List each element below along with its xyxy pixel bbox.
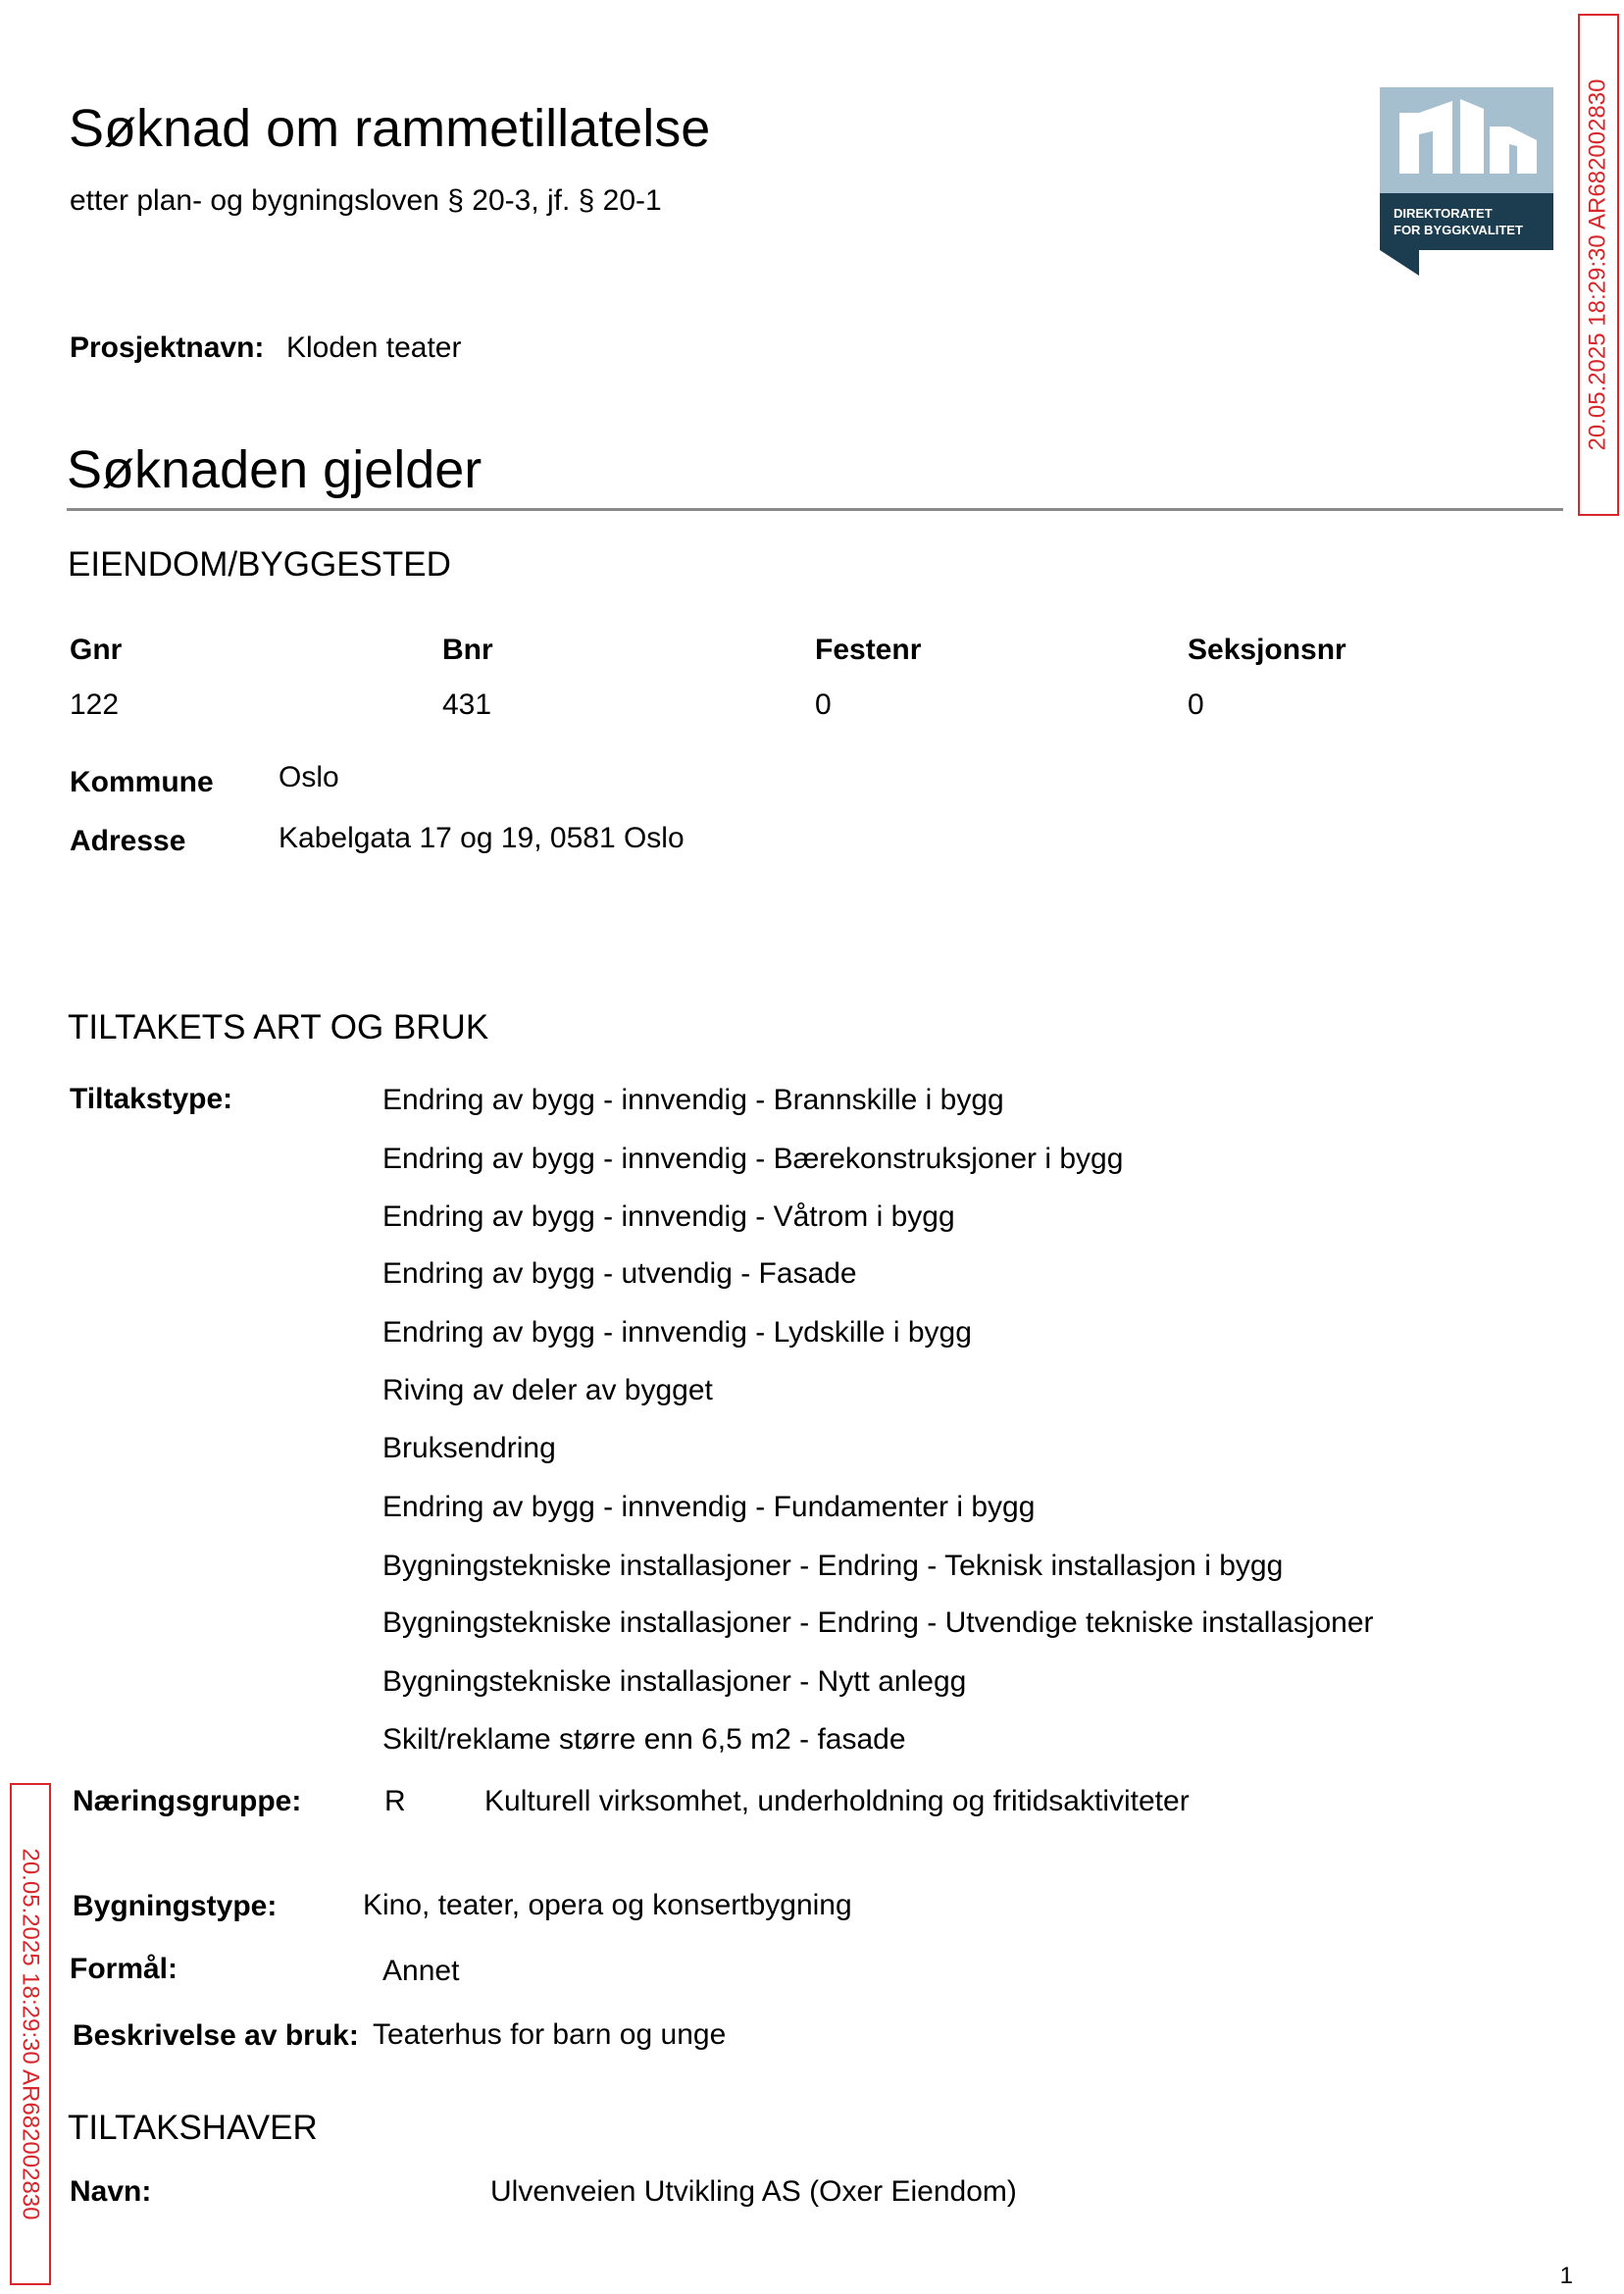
property-heading: EIENDOM/BYGGESTED: [68, 545, 451, 584]
seksjonsnr-value: 0: [1188, 688, 1204, 721]
page-number: 1: [1559, 2263, 1573, 2289]
navn-label: Navn:: [70, 2175, 152, 2208]
kommune-value: Oslo: [279, 761, 339, 793]
tiltakshaver-heading: TILTAKSHAVER: [68, 2109, 318, 2147]
dibk-logo-icon: [1380, 87, 1553, 276]
tiltakstype-item: Endring av bygg - utvendig - Fasade: [382, 1257, 857, 1290]
adresse-label: Adresse: [70, 825, 186, 857]
project-name-value: Kloden teater: [286, 331, 462, 364]
gnr-value: 122: [70, 688, 120, 721]
beskrivelse-label: Beskrivelse av bruk:: [73, 2019, 359, 2052]
tiltakstype-item: Bygningstekniske installasjoner - Endring - Utvendige tekniske installasjoner: [382, 1606, 1374, 1639]
tiltakstype-item: Bygningstekniske installasjoner - Nytt anlegg: [382, 1665, 967, 1698]
tiltakstype-item: Bruksendring: [382, 1432, 556, 1464]
tiltakstype-item: Endring av bygg - innvendig - Brannskille i bygg: [382, 1084, 1004, 1116]
tiltakstype-item: Skilt/reklame større enn 6,5 m2 - fasade: [382, 1723, 906, 1756]
dibk-logo: [1380, 87, 1553, 276]
kommune-label: Kommune: [70, 766, 214, 798]
timestamp-stamp-bottom: 20.05.2025 18:29:30 AR682002830: [10, 1783, 51, 2285]
document-title: Søknad om rammetillatelse: [69, 99, 711, 158]
naeringsgruppe-code: R: [384, 1785, 406, 1817]
gnr-label: Gnr: [70, 634, 123, 666]
formal-value: Annet: [382, 1955, 460, 1987]
naeringsgruppe-label: Næringsgruppe:: [73, 1785, 302, 1817]
bnr-label: Bnr: [442, 634, 493, 666]
tiltakstype-item: Riving av deler av bygget: [382, 1374, 713, 1406]
tiltak-heading: TILTAKETS ART OG BRUK: [68, 1008, 489, 1046]
bygningstype-value: Kino, teater, opera og konsertbygning: [363, 1889, 852, 1921]
naeringsgruppe-value: Kulturell virksomhet, underholdning og fritidsaktiviteter: [484, 1785, 1190, 1817]
tiltakstype-item: Endring av bygg - innvendig - Våtrom i bygg: [382, 1200, 955, 1233]
tiltakstype-item: Endring av bygg - innvendig - Lydskille i bygg: [382, 1316, 972, 1349]
festenr-value: 0: [815, 688, 832, 721]
tiltakstype-item: Bygningstekniske installasjoner - Endring - Teknisk installasjon i bygg: [382, 1550, 1284, 1582]
timestamp-stamp-top: 20.05.2025 18:29:30 AR682002830: [1578, 14, 1619, 516]
document-subtitle: etter plan- og bygningsloven § 20-3, jf. § 20-1: [70, 184, 662, 217]
bygningstype-label: Bygningstype:: [73, 1890, 278, 1922]
adresse-value: Kabelgata 17 og 19, 0581 Oslo: [279, 822, 685, 854]
bnr-value: 431: [442, 688, 492, 721]
tiltakstype-item: Endring av bygg - innvendig - Fundamenter i bygg: [382, 1491, 1036, 1523]
navn-value: Ulvenveien Utvikling AS (Oxer Eiendom): [490, 2175, 1017, 2208]
project-name-label: Prosjektnavn:: [70, 331, 265, 364]
beskrivelse-value: Teaterhus for barn og unge: [373, 2018, 727, 2051]
tiltakstype-label: Tiltakstype:: [70, 1083, 233, 1115]
seksjonsnr-label: Seksjonsnr: [1188, 634, 1346, 666]
svg-text:DIREKTORATET: DIREKTORATET: [1394, 206, 1493, 221]
tiltakstype-item: Endring av bygg - innvendig - Bærekonstruksjoner i bygg: [382, 1143, 1124, 1175]
festenr-label: Festenr: [815, 634, 922, 666]
svg-text:FOR BYGGKVALITET: FOR BYGGKVALITET: [1394, 223, 1523, 237]
section-title: Søknaden gjelder: [67, 440, 482, 499]
section-divider: [67, 508, 1563, 511]
formal-label: Formål:: [70, 1953, 178, 1985]
